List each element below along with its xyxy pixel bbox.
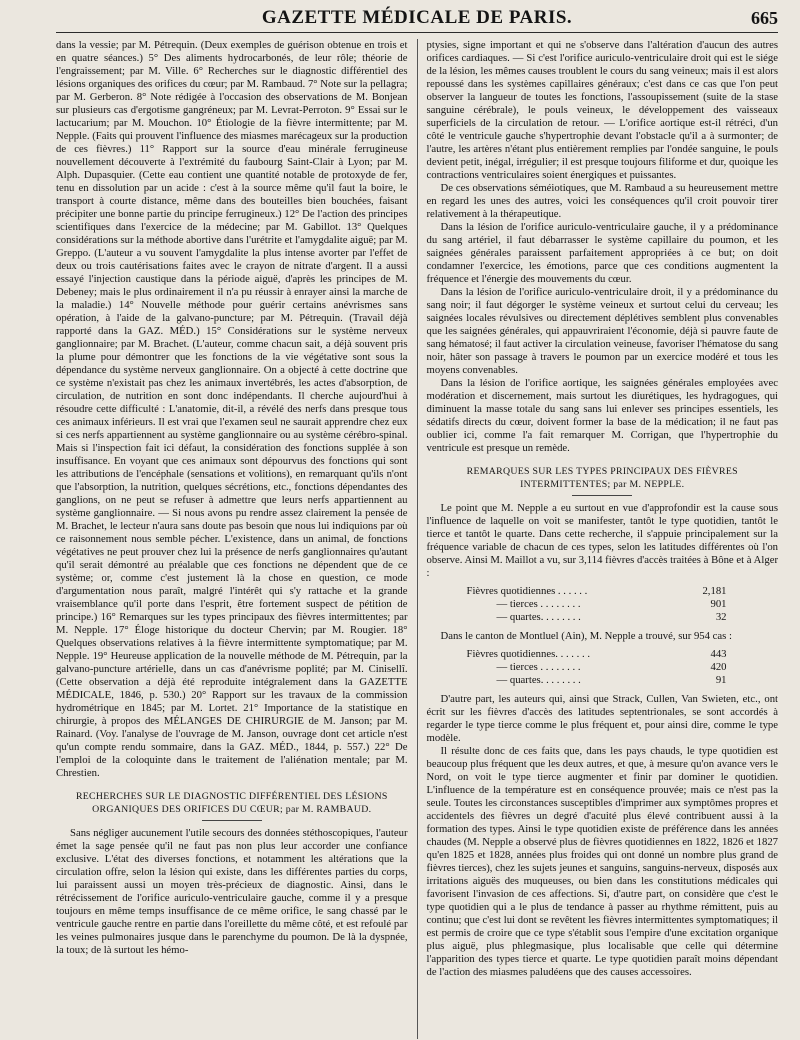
stat-row: — tierces . . . . . . . . 420 bbox=[496, 661, 727, 673]
heading-rule bbox=[572, 495, 632, 496]
section-heading-nepple: REMARQUES SUR LES TYPES PRINCIPAUX DES FIÈVRES INTERMITTENTES; par M. NEPPLE. bbox=[427, 465, 779, 496]
northern-authors-paragraph: D'autre part, les auteurs qui, ainsi que Strack, Cullen, Van Swieten, etc., ont écrit sur les fièvres d'accès des latitudes septentrionales, se sont accordés à regarder le type tierce comme le plus fréquent et, pour ainsi dire, comme le type modèle. bbox=[426, 693, 778, 744]
right-orifice-paragraph: Dans la lésion de l'orifice auriculo-ventriculaire droit, il y a prédominance du sang noir; il faut dégorger le système veineux et surtout celui du cerveau; les saignées locales révulsives ou directement déplétives semblent plus convenables que les saignées générales, qui appauvriraient l'économie, déjà si pauvre faute de sang hématosé; il faut activer la circulation veineuse, favoriser l'hématose du sang noir, hâter son passage à travers le poumon par un exercice modéré et tous les moyens convenables. bbox=[426, 286, 778, 376]
section-heading-rambaud: RECHERCHES SUR LE DIAGNOSTIC DIFFÉRENTIEL DES LÉSIONS ORGANIQUES DES ORIFICES DU CŒUR; par M. RAMBAUD. bbox=[56, 790, 408, 821]
maillot-stats-table bbox=[467, 585, 779, 624]
right-column bbox=[418, 39, 779, 1039]
journal-title: GAZETTE MÉDICALE DE PARIS. bbox=[261, 7, 573, 28]
rambaud-intro-paragraph: Sans négliger aucunement l'utile secours des données stéthoscopiques, l'auteur émet la sage pensée qu'il ne faut pas non plus leur accorder une confiance exclusive. L'état des diverses fonctions, et notamment les altérations que la circulation offre, selon la lésion qui existe, dans les différentes parties du corps, lui paraissent aussi un moyen très-précieux de diagnostic. Ainsi, dans le rétrécissement de l'orifice auriculo-ventriculaire gauche, comme il y a presque toujours en même temps insuffisance de ce même orifice, le sang chassé par le ventricule gauche rentre en partie dans l'oreillette du même côté, et est refoulé par les veines pulmonaires jusque dans le parenchyme du poumon. De là la dyspnée, la toux; de là surtout les hémo- bbox=[56, 827, 408, 956]
two-column-body bbox=[56, 39, 778, 1039]
stat-row: — quartes. . . . . . . . 91 bbox=[496, 674, 727, 686]
stat-row: Fièvres quotidiennes . . . . . . 2,181 bbox=[466, 585, 727, 597]
nepple-intro-paragraph: Le point que M. Nepple a eu surtout en vue d'approfondir est la cause sous l'influence de laquelle on voit se manifester, tantôt le type quotidien, tantôt le tierce et tantôt le quarte. Dans cette recherche, il s'appuie principalement sur la fréquence variable de chacun de ces types, selon les latitudes différentes où l'on observe. Ainsi M. Maillot a vu, sur 3,114 fièvres d'accès traitées à Bône et à Alger : bbox=[426, 502, 778, 579]
montluel-paragraph: Dans le canton de Montluel (Ain), M. Nepple a trouvé, sur 954 cas : bbox=[440, 630, 732, 642]
left-column bbox=[56, 39, 417, 1039]
rambaud-continuation-paragraph: ptysies, signe important et qui ne s'observe dans l'altération d'aucun des autres orifices cardiaques. — Si c'est l'orifice auriculo-ventriculaire droit qui est le siége de la lésion, les mêmes causes troublent le cours du sang veineux; mais il est alors repoussé dans les systèmes capillaires généraux; c'est dans ce cas que l'on peut observer la langueur de toutes les fonctions, l'assoupissement (suite de la stase sanguine cérébrale), le pouls veineux, le développement des vaisseaux superficiels de la circulation de retour. — L'orifice aortique est-il rétréci, d'un côté le ventricule gauche s'hypertrophie devant l'obstacle qu'il a à surmonter; de l'autre, les artères n'étant plus entièrement remplies par l'ondée sanguine, le pouls devient petit, inégal, irrégulier; il est presque toujours filiforme et dur, quoique les contractions ventriculaires soient énergiques et puissantes. bbox=[426, 39, 778, 181]
left-orifice-paragraph: Dans la lésion de l'orifice auriculo-ventriculaire gauche, il y a prédominance du sang artériel, il faut débarrasser le système capillaire du poumon, et les saignées générales paraissent parfaitement appropriées à ce but; on doit condamner l'exercice, les émotions, parce que ces conditions augmentent la fréquence et l'énergie des mouvements du cœur. bbox=[426, 221, 778, 285]
page-number: 665 bbox=[751, 8, 778, 28]
stat-row: Fièvres quotidiennes. . . . . . . 443 bbox=[466, 648, 727, 660]
conclusion-paragraph: Il résulte donc de ces faits que, dans les pays chauds, le type quotidien est beaucoup plus fréquent que les deux autres, et que, à mesure qu'on avance vers le Nord, on voit le type tierce augmenter et finir par dominer le quotidien. L'influence de la température est en conséquence prouvée; mais ce n'est pas la seule. Toutes les circonstances susceptibles d'imprimer aux symptômes propres et accidentels des fièvres un degré d'acuité plus élevé contribuent aussi à la formation des types. Ainsi le type quotidien existe de préférence dans les années chaudes (M. Nepple a observé plus de fièvres quotidiennes en 1822, 1826 et 1827 qu'en 1825 et 1828, années plus froides qui ont donné un nombre plus grand de fièvres tierces), chez les sujets jeunes et sanguins, sanguins-nerveux, disposés aux irritations aiguës des muqueuses, ou bien dans les constitutions médicales qui favorisent l'invasion de ces affections. Si, d'autre part, on considère que c'est le type quotidien qui a le plus de tendance à passer au rhythme rémittent, puis au continu; que c'est lui dont se revêtent les fièvres intermittentes symptomatiques; il est permis de croire que ce type s'établit sous l'empire d'une excitation organique plus aiguë, plus phlegmasique, plus localisable que celle qui détermine l'apparition des types tierce et quarte. Le type quotidien paraît moins dépendant de l'action des miasmes paludéens que des causes accessoires. bbox=[426, 745, 778, 978]
memoir-list-paragraph: dans la vessie; par M. Pétrequin. (Deux exemples de guérison obtenue en trois et en quatre séances.) 5° Des aliments hydrocarbonés, de leur rôle; théorie de l'engraissement; par M. Ville. 6° Recherches sur le diagnostic différentiel des lésions organiques des orifices du cœur; par M. Rambaud. 7° Note sur la pellagra; par M. Gerberon. 8° Note rédigée à l'occasion des observations de M. Bonjean sur plusieurs cas d'ergotisme gangréneux; par M. Levrat-Perroton. 9° Essai sur le lactucarium; par M. Mouchon. 10° Étiologie de la fièvre intermittente; par M. Nepple. (Faits qui prouvent l'influence des miasmes marécageux sur la production de ces fièvres.) 11° Rapport sur la source d'eau minérale ferrugineuse nouvellement découverte à l'extrémité du faubourg Saint-Clair à Lyon; par M. Alph. Dupasquier. (Cette eau contient une quantité notable de protoxyde de fer, tenu en dissolution par un acide : c'est à la source même qu'il faut la boire, le transport à courte distance, même dans des bouteilles bien bouchées, faisant précipiter une bonne partie du principe ferrugineux.) 12° De l'action des principes scientifiques dans l'exercice de la médecine; par M. Gabillot. 13° Quelques considérations sur la méthode abortive dans l'urétrite et l'amygdalite aiguë; par M. Greppo. (L'auteur a vu souvent l'amygdalite la plus intense avorter par l'effet de deux ou trois cautérisations faites avec le crayon de nitrate d'argent. Il a aussi essayé l'injection caustique dans la période aiguë, d'après les principes de M. Debeney; mais le plus ordinairement il n'a pu réussir à enrayer ainsi la marche de la maladie.) 14° Nouvelle méthode pour guérir certains anévrismes sans opération, à l'aide de la galvano-puncture; par M. Pétrequin. (Travail déjà rapporté dans la GAZ. MÉD.) 15° Considérations sur le système nerveux ganglionnaire; par M. Brachet. (L'auteur, comme chacun sait, a déjà souvent pris la plume pour démontrer que les fonctions de la vie végétative sont sous la dépendance du système nerveux ganglionnaire. On a objecté à cette doctrine que ce système n'existait pas chez les animaux invertébrés, les actes d'absorption, de circulation, de nutrition en sont donc indépendants. Il cherche aujourd'hui à résoudre cette difficulté : L'anatomie, dit-il, a révélé des nerfs dans presque tous ces animaux inférieurs. Il est vrai que l'examen seul ne saurait apprendre chez eux si ces nerfs appartiennent au système ganglionnaire ou au système cérébro-spinal. Mais si l'inspection fait ici défaut, la considération des fonctions supplée à son insuffisance. En voyant que ces animaux sont dépourvus des fonctions qui sont les attributions de l'encéphale (sensations et volitions), en remarquant qu'ils n'ont que l'absorption, la nutrition, quelques sécrétions, etc., fonctions dépendantes des ganglions, on ne peut se refuser à admettre que leurs nerfs appartiennent au système ganglionnaire. — Si nous avons pu rendre assez clairement la pensée de M. Brachet, le lecteur n'aura sans doute pas besoin que nous lui indiquions par où ce raisonnement nous semble pécher. L'existence, dans un animal, de fonctions végétatives ne peut prouver chez lui la présence de nerfs ganglionnaires qu'autant qu'il serait démontré au préalable que ces fonctions ne dépendent que de ce système; or, comme c'est justement là la chose en question, ce mode d'argumentation nous paraît, malgré l'intérêt qui s'y rattache et la grande vraisemblance qu'il porte dans l'esprit, être fortement suspect de pétition de principe.) 16° Remarques sur les types principaux des fièvres intermittentes; par M. Nepple. 17° Éloge historique du docteur Chervin; par M. Rougier. 18° Quelques observations relatives à la fièvre intermittente symptomatique; par M. Nepple. 19° Heureuse application de la nouvelle méthode de M. Pétrequin, par la galvano-puncture artérielle, dans un cas d'anévrisme poplité; par M. Cinisellî. (Cette observation a déjà été reproduite intégralement dans la GAZETTE MÉDICALE, 1846, p. 530.) 20° Rapport sur les travaux de la commission hydrométrique en 1845; par M. Lortet. 21° Importance de la statistique en chirurgie, à propos des MÉLANGES DE CHIRURGIE de M. Janson; par M. Rainard. (Voy. l'analyse de l'ouvrage de M. Janson, ouvrage dont cet article n'est qu'un compte rendu sommaire, dans la GAZ. MÉD., 1844, p. 557.) 22° De l'emploi de la coloquinte dans le traitement de l'aliénation mentale; par M. Chrestien. bbox=[56, 39, 408, 779]
stat-row: — quartes. . . . . . . . 32 bbox=[496, 611, 727, 623]
montluel-stats-table bbox=[467, 648, 779, 687]
masthead bbox=[56, 6, 778, 33]
therapeutics-intro-paragraph: De ces observations séméiotiques, que M. Rambaud a su heureusement mettre en regard les unes des autres, voici les conséquences qu'il croit pouvoir tirer relativement à la thérapeutique. bbox=[426, 182, 778, 220]
heading-rule bbox=[202, 820, 262, 821]
aortic-orifice-paragraph: Dans la lésion de l'orifice aortique, les saignées générales employées avec modération et discernement, mais surtout les diurétiques, les hydragogues, qui diminuent la masse totale du sang sans lui enlever ses principes essentiels, les sédatifs directs du cœur, doivent former la base de la médication; il ne faut pas oublier ici, comme l'a fait remarquer M. Corrigan, que l'hypertrophie du ventricule est presque un remède. bbox=[426, 377, 778, 454]
stat-row: — tierces . . . . . . . . 901 bbox=[496, 598, 727, 610]
